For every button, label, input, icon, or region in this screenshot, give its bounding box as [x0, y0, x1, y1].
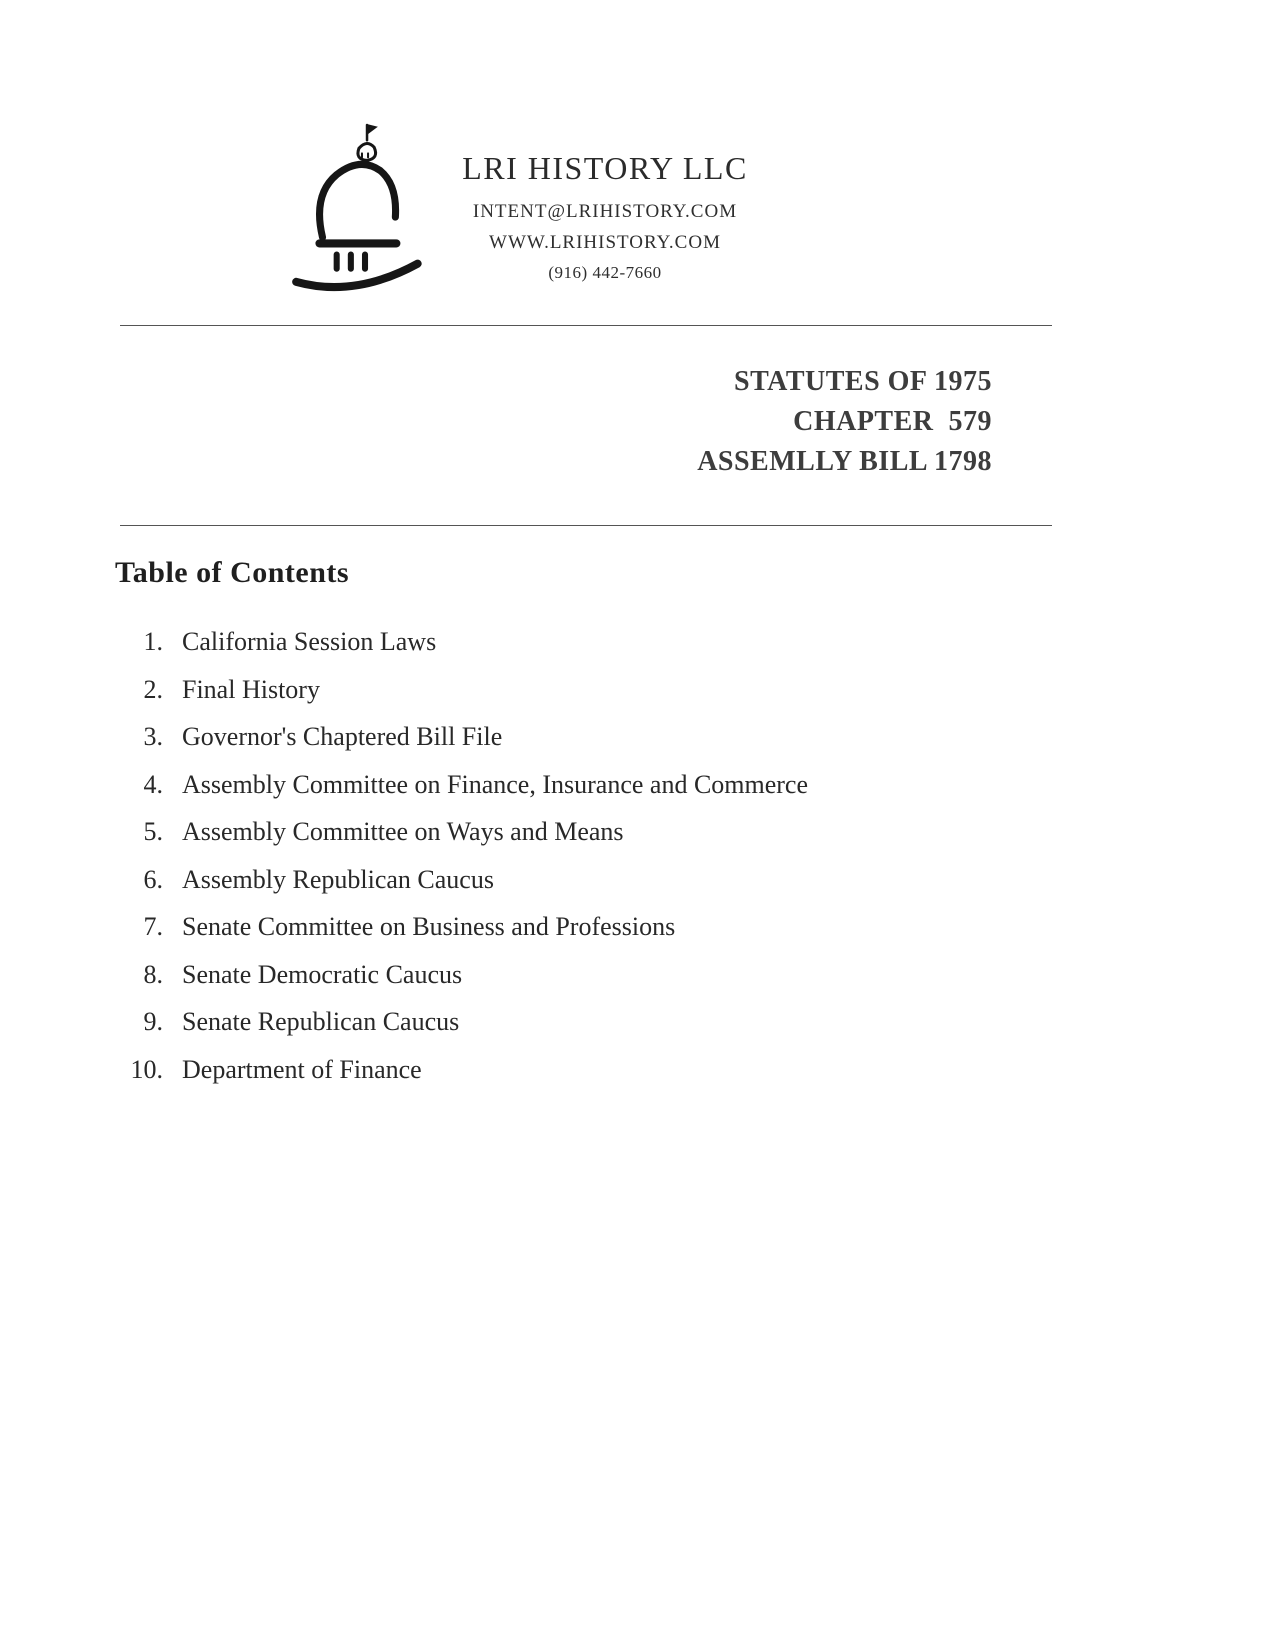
company-name: LRI HISTORY LLC: [462, 150, 748, 186]
company-logo: [288, 122, 440, 294]
toc-item-label: Final History: [182, 674, 320, 704]
toc-item: [115, 998, 808, 1046]
toc-item-label: Assembly Committee on Ways and Means: [182, 817, 624, 846]
toc-item: [115, 666, 808, 714]
toc-item-label: Senate Committee on Business and Professions: [182, 912, 676, 941]
toc-item-label: Senate Democratic Caucus: [182, 959, 463, 989]
toc-item: [115, 761, 808, 809]
toc-item: [115, 903, 808, 951]
company-phone: (916) 442-7660: [548, 263, 662, 282]
letterhead: [420, 150, 790, 283]
company-website: WWW.LRIHISTORY.COM: [489, 232, 721, 253]
company-email: INTENT@LRIHISTORY.COM: [472, 201, 738, 222]
divider-bottom: [120, 525, 1052, 526]
assembly-bill-line: ASSEMLLY BILL 1798: [697, 446, 992, 477]
toc-item: [115, 808, 808, 856]
toc-item: [115, 856, 808, 904]
divider-top: [120, 325, 1052, 326]
statute-title-block: [120, 362, 992, 482]
toc-item-label: Senate Republican Caucus: [182, 1007, 460, 1036]
statutes-year-line: STATUTES OF 1975: [734, 366, 992, 397]
chapter-line: CHAPTER 579: [793, 406, 992, 437]
toc-item-label: California Session Laws: [182, 627, 437, 656]
toc-item: [115, 1046, 808, 1094]
toc-item-label: Assembly Committee on Finance, Insurance and Commerce: [182, 769, 809, 799]
toc-item: [115, 713, 808, 761]
capitol-dome-sketch-icon: [288, 122, 440, 294]
toc-item-label: Governor's Chaptered Bill File: [182, 722, 503, 751]
toc-item-label: Assembly Republican Caucus: [182, 864, 494, 894]
toc-item-label: Department of Finance: [182, 1054, 422, 1084]
toc-heading: Table of Contents: [115, 556, 350, 589]
toc-item: [115, 951, 808, 999]
toc-list: [115, 618, 808, 1093]
toc-item: [115, 618, 808, 666]
